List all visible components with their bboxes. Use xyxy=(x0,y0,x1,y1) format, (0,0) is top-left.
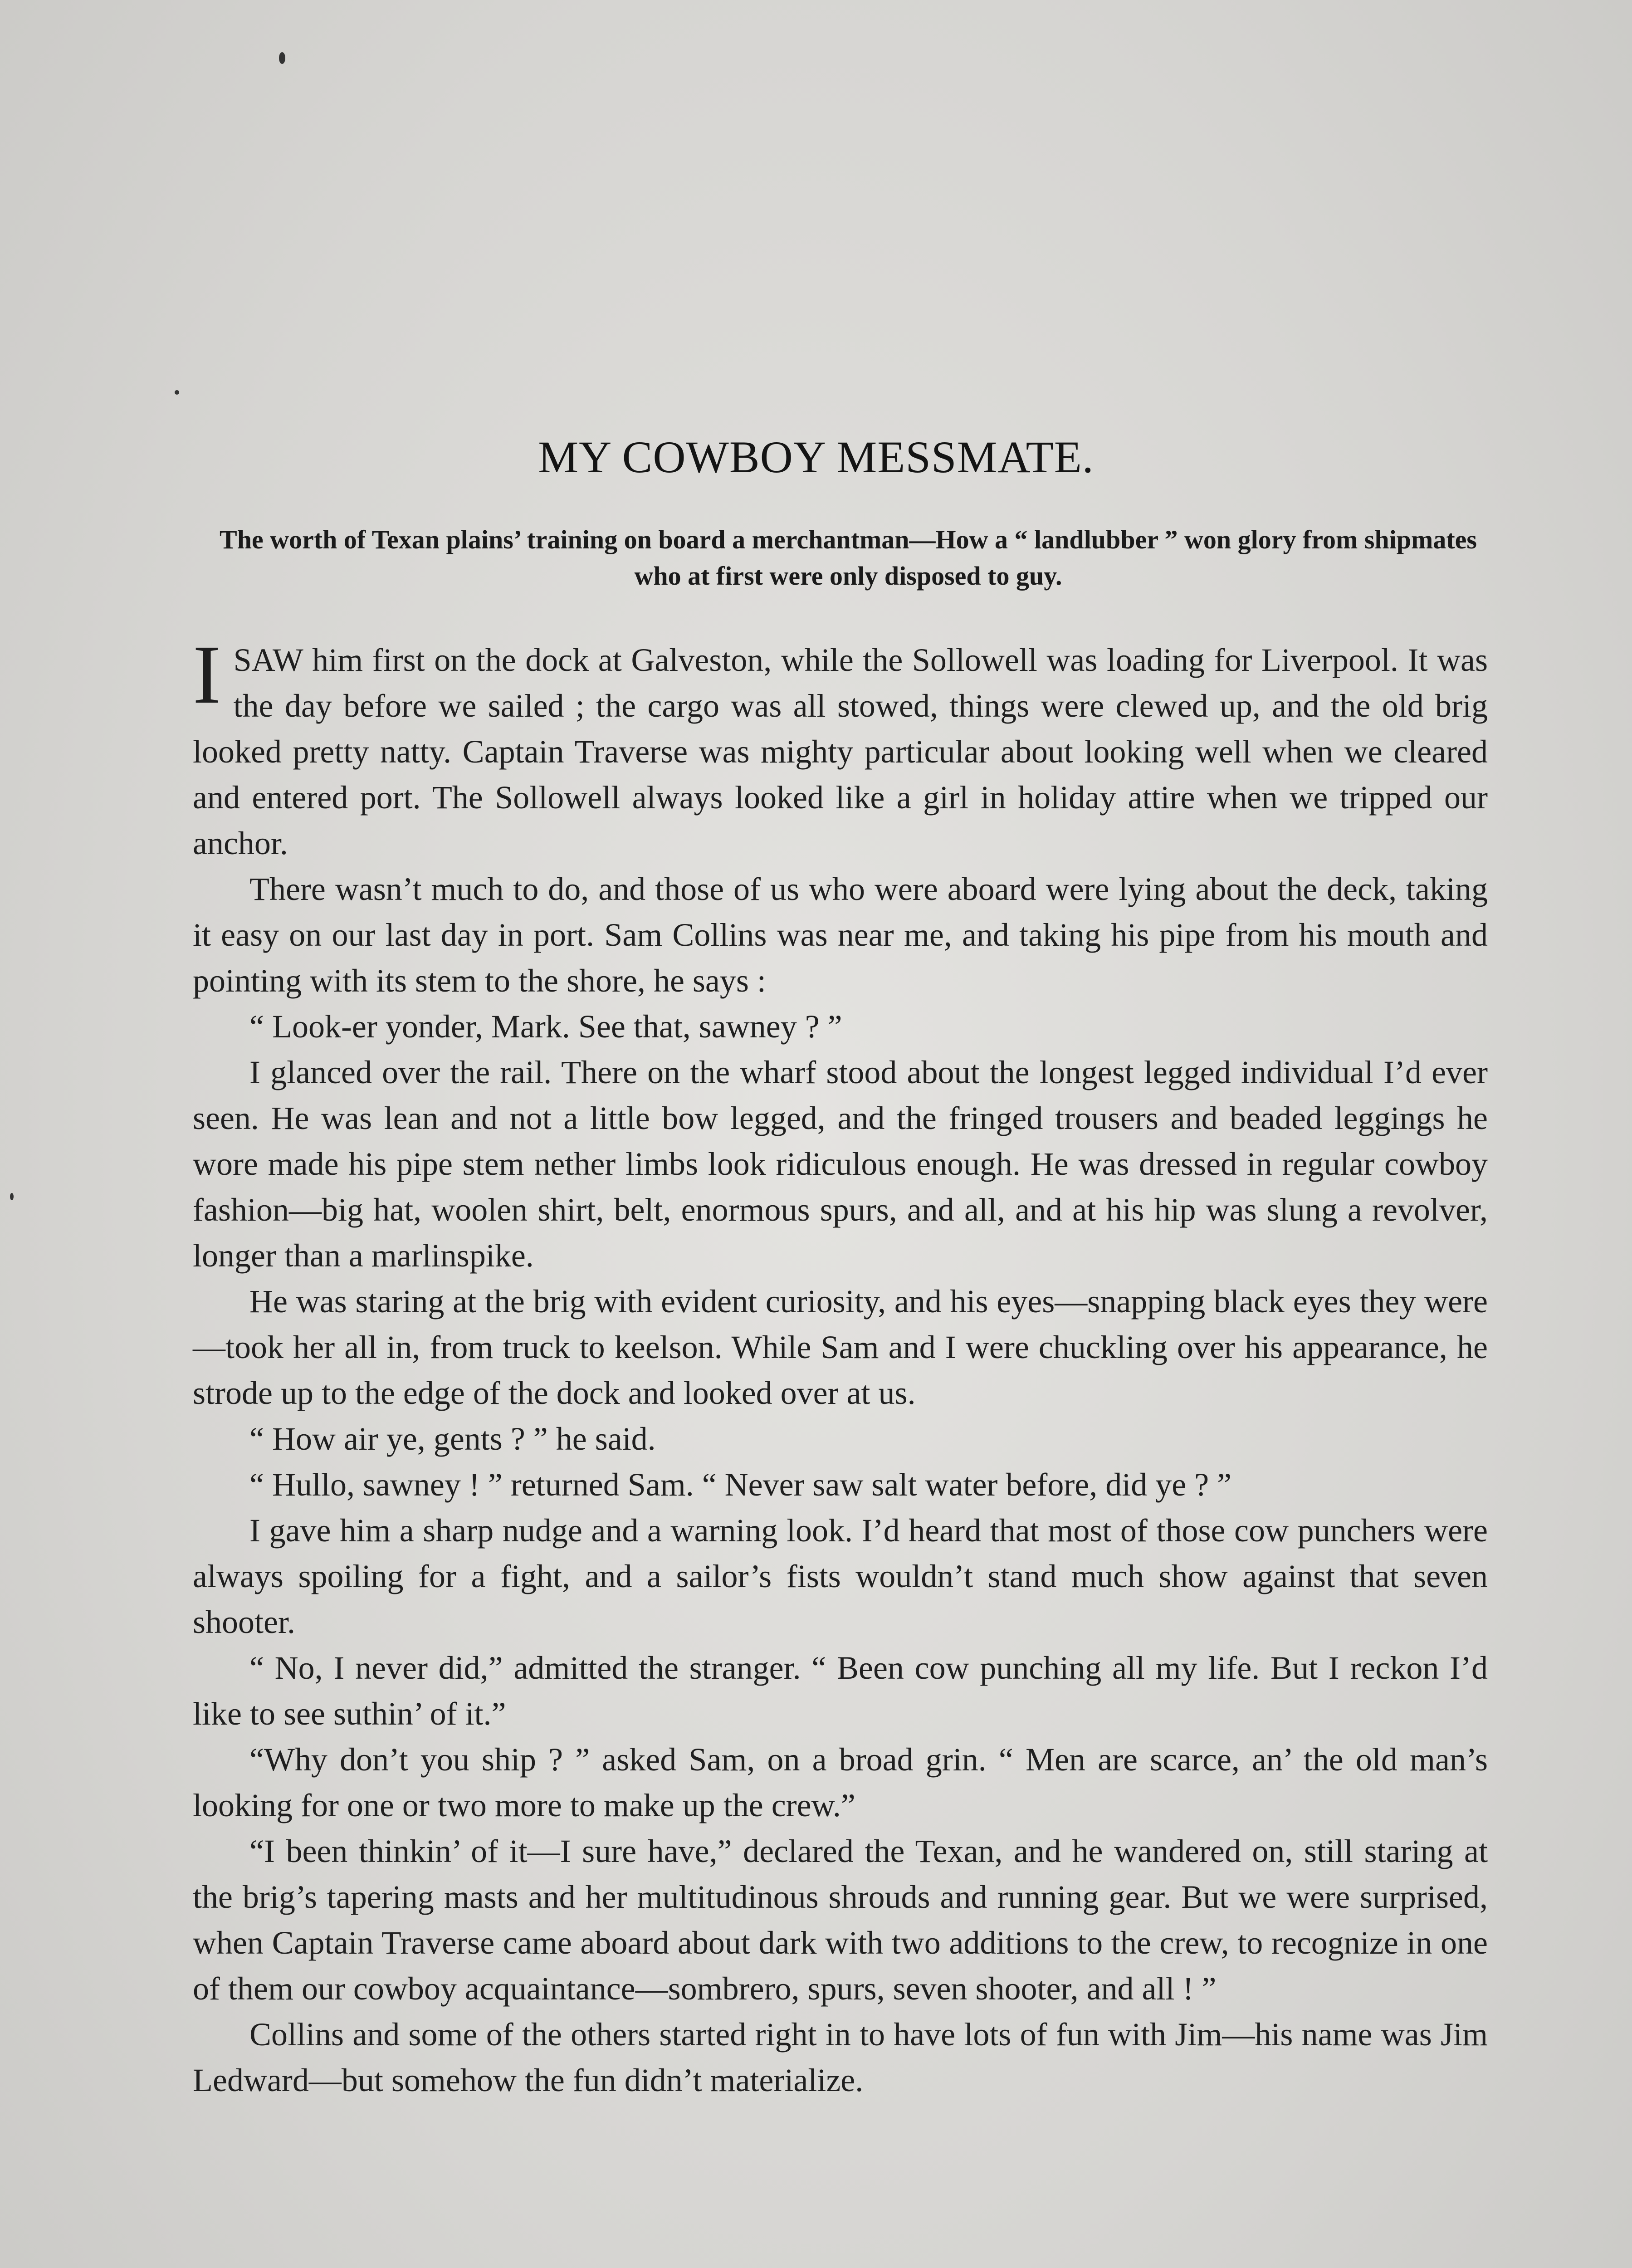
drop-cap: I xyxy=(193,628,221,721)
ink-speck xyxy=(279,52,285,64)
paragraph: “ No, I never did,” admitted the stranger. “ Been cow punching all my life. But I reckon I’d like to see suthin’ of it.” xyxy=(193,1650,1488,1732)
article-title: MY COWBOY MESSMATE. xyxy=(538,432,1094,482)
paragraph: “Why don’t you ship ? ” asked Sam, on a broad grin. “ Men are scarce, an’ the old man’s looking for one or two more to make up the crew.” xyxy=(193,1741,1488,1823)
article-subtitle: The worth of Texan plains’ training on board a merchantman—How a “ landlubber ” won glory from shipmates who at first were only disposed to guy. xyxy=(220,525,1477,591)
paragraph: “ How air ye, gents ? ” he said. xyxy=(249,1421,656,1457)
paragraph: He was staring at the brig with evident curiosity, and his eyes—snapping black eyes they were—took her all in, from truck to keelson. While Sam and I were chuckling over his appearance, he strode up to the edge of the dock and looked over at us. xyxy=(193,1283,1488,1411)
paragraph: “I been thinkin’ of it—I sure have,” declared the Texan, and he wandered on, still staring at the brig’s tapering masts and her multitudinous shrouds and running gear. But we were surprised, when Captain Traverse came aboard about dark with two additions to the crew, to recognize in one of them our cowboy acquaintance—sombrero, spurs, seven shooter, and all ! ” xyxy=(193,1833,1488,2007)
paragraph: There wasn’t much to do, and those of us who were aboard were lying about the deck, taking it easy on our last day in port. Sam Collins was near me, and taking his pipe from his mouth and pointing with its stem to the shore, he says : xyxy=(193,871,1488,999)
paragraph: Collins and some of the others started right in to have lots of fun with Jim—his name was Jim Ledward—but somehow the fun didn’t materialize. xyxy=(193,2016,1488,2098)
paragraph: I glanced over the rail. There on the wharf stood about the longest legged individual I’d ever seen. He was lean and not a little bow legged, and the fringed trousers and beaded leggings he wore made his pipe stem nether limbs look ridiculous enough. He was dressed in regular cowboy fashion—big hat, woolen shirt, belt, enormous spurs, and all, and at his hip was slung a revolver, longer than a marlinspike. xyxy=(193,1054,1488,1274)
article-body xyxy=(193,628,1488,2103)
paragraph: “ Look-er yonder, Mark. See that, sawney ? ” xyxy=(249,1008,842,1045)
paragraph-text: SAW him first on the dock at Galveston, while the Sollowell was loading for Liverpool. It was the day before we sailed ; the cargo was all stowed, things were clewed up, and the old brig looked pretty natty. Captain Traverse was mighty particular about looking well when we cleared and entered port. The Sollowell always looked like a girl in holiday attire when we tripped our anchor. xyxy=(193,642,1488,861)
ink-speck xyxy=(10,1193,14,1200)
ink-speck xyxy=(175,390,179,395)
paragraph: I gave him a sharp nudge and a warning look. I’d heard that most of those cow punchers were always spoiling for a fight, and a sailor’s fists wouldn’t stand much show against that seven shooter. xyxy=(193,1512,1488,1640)
paragraph xyxy=(193,628,1488,866)
paragraph: “ Hullo, sawney ! ” returned Sam. “ Never saw salt water before, did ye ? ” xyxy=(249,1466,1232,1503)
